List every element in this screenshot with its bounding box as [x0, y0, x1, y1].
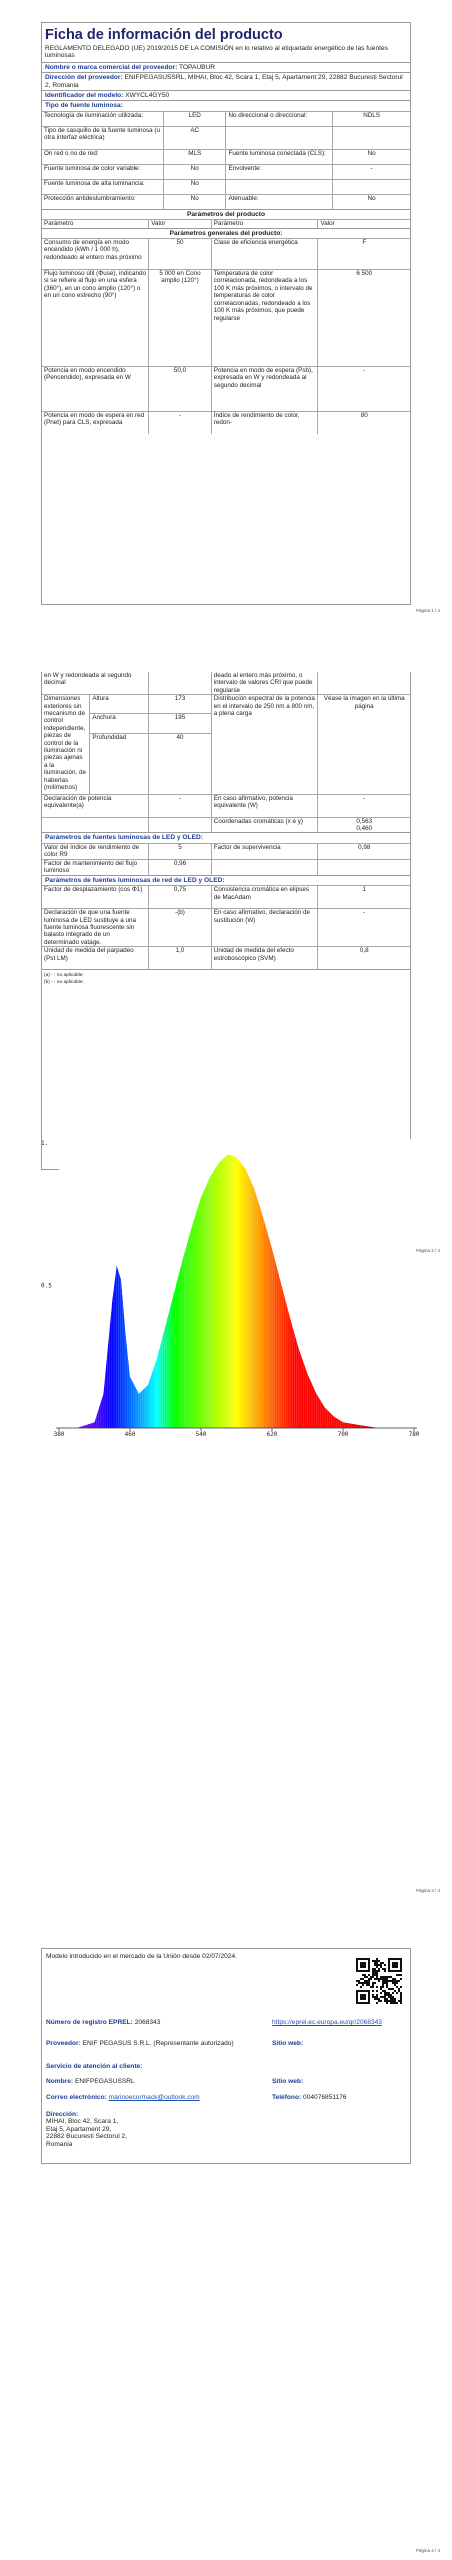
email-row — [46, 2094, 200, 2101]
model-value: XWYCL4GY50 — [125, 92, 170, 100]
provider-label: Proveedor: — [46, 2040, 81, 2047]
param-value — [318, 859, 410, 875]
qr-module — [374, 1982, 376, 1984]
eprel-qr-code[interactable] — [356, 1958, 402, 2004]
col-param-2: Parámetro — [211, 220, 318, 228]
param-value: - — [318, 367, 410, 412]
page-4 — [0, 1920, 452, 2560]
param-label: Factor de mantenimiento del flujo luminoso — [42, 859, 149, 875]
spectral-value: Véase la imagen en la última página — [318, 695, 410, 794]
param-label: Unidad de medida del efecto estroboscópico (SVM) — [211, 947, 318, 970]
x-tick-label: 620 — [266, 1431, 278, 1438]
dim-name: Profundidad — [90, 733, 149, 794]
param-label — [226, 126, 333, 149]
param-label: Envolvente: — [226, 164, 333, 179]
provider-value: ENIF PEGASUS S.R.L. (Representante autorizado) — [82, 2040, 234, 2047]
param-label: Flujo luminoso útil (Φuse), indicando si se refiere al flujo en una esfera (360°), en un cono amplio (120°) o en un cono estrecho (90°) — [42, 270, 149, 367]
coord-y: 0,460 — [356, 824, 373, 832]
mls-header: Parámetros de fuentes luminosas de red de LED y OLED: — [42, 875, 410, 885]
qr-module — [400, 2002, 402, 2004]
equiv-right-label: En caso afirmativo, potencia equivalente (W) — [211, 794, 318, 817]
provider-row — [46, 2040, 266, 2047]
dimensions-table — [42, 694, 410, 793]
qr-module — [396, 1992, 398, 1994]
qr-module — [392, 1962, 398, 1968]
param-label: Temperatura de color correlacionada, redondeada a los 100 K más próximos, o intervalo de temperaturas de color correlacionadas, redondeado a los 100 K más próximos, que puede regularse — [211, 270, 318, 367]
address-block — [46, 2111, 127, 2148]
params-header: Parámetros del producto — [42, 209, 410, 219]
col-value-1: Valor — [149, 220, 212, 228]
x-tick-label: 780 — [408, 1431, 420, 1438]
param-label: Valor del índice de rendimiento de color R9 — [42, 843, 149, 859]
market-intro: Modelo introducido en el mercado de la Unión desde 02/07/2024. — [46, 1953, 237, 1960]
param-label: Consumo de energía en modo encendido (kWh / 1 000 h), redondeado al entero más próximo — [42, 239, 149, 270]
param-value: LED — [163, 111, 226, 126]
x-tick-label: 460 — [124, 1431, 136, 1438]
param-label: Potencia en modo de espera (Psb), expresada en W y redondeada al segundo decimal — [211, 367, 318, 412]
table-row — [42, 164, 410, 179]
param-label: On red o no de red: — [42, 149, 163, 164]
qr-module — [372, 1986, 374, 1988]
dim-value: 40 — [149, 733, 212, 794]
type-header: Tipo de fuente luminosa: — [42, 100, 410, 110]
table-row — [42, 239, 410, 270]
param-value: - — [333, 164, 410, 179]
dim-name: Altura — [90, 695, 149, 714]
spectral-label: Distribución espectral de la potencia en el intervalo de 250 nm a 800 nm, a plena carga — [211, 695, 318, 794]
table-row — [42, 947, 410, 970]
qr-module — [386, 2002, 388, 2004]
param-value: NDLS — [333, 111, 410, 126]
address-label: Dirección: — [46, 2111, 79, 2118]
eprel-link[interactable]: https://eprel.ec.europa.eu/qr/2068343 — [272, 2019, 382, 2026]
param-value: 50,0 — [149, 367, 212, 412]
param-label: Fuente luminosa conectada (CLS): — [226, 149, 333, 164]
qr-module — [376, 2002, 378, 2004]
site-label: Sitio web: — [272, 2078, 304, 2085]
table-row — [42, 859, 410, 875]
param-value: No — [163, 164, 226, 179]
qr-module — [376, 1990, 378, 1992]
param-value: 5 000 en Cono amplio (120°) — [149, 270, 212, 367]
param-value: 50 — [149, 239, 212, 270]
qr-module — [400, 1978, 402, 1980]
qr-module — [378, 1970, 380, 1972]
param-label: Índice de rendimiento de color, redon- — [211, 412, 318, 435]
x-tick-label: 380 — [53, 1431, 65, 1438]
param-value: 1 — [318, 886, 410, 909]
table-row — [42, 843, 410, 859]
param-label: Factor de desplazamiento (cos Φ1) — [42, 886, 149, 909]
qr-module — [360, 1962, 366, 1968]
name-value: ENIFPEGASUSSRL — [74, 2078, 135, 2085]
param-label: Consistencia cromática en elipses de MacAdam — [211, 886, 318, 909]
address-line: 22882 Bucuresti Sectorul 2, — [46, 2133, 128, 2141]
param-label: Fuente luminosa de color variable: — [42, 164, 163, 179]
param-value: 0,96 — [149, 859, 212, 875]
col-param-1: Parámetro — [42, 220, 149, 228]
param-value: No — [163, 179, 226, 194]
eprel-label: Número de registro EPREL: — [46, 2019, 133, 2026]
param-value: No — [333, 194, 410, 209]
phone-value: 004076851176 — [303, 2094, 347, 2101]
address-line: MIHAI, Bloc 42, Scara 1, — [46, 2118, 119, 2126]
equivalent-power-table — [42, 794, 410, 833]
coords-value — [318, 817, 410, 832]
page-title: Ficha de información del producto — [45, 27, 283, 43]
param-label: Tecnología de iluminación utilizada: — [42, 111, 163, 126]
table-row — [42, 270, 410, 367]
page-1 — [0, 0, 452, 640]
param-value — [333, 179, 410, 194]
y-tick-label: 1. — [41, 1140, 49, 1147]
page-footer-3: Página 3 / 4 — [415, 1888, 440, 1893]
param-label — [226, 179, 333, 194]
brand-value: TOPAUBUR — [179, 63, 216, 71]
qr-module — [380, 2000, 382, 2002]
notes — [42, 969, 410, 988]
param-label: Unidad de medida del parpadeo (Pst LM) — [42, 947, 149, 970]
coord-x: 0,563 — [356, 817, 373, 825]
note-b: (b) - : no aplicable; — [44, 980, 84, 986]
param-label — [211, 859, 318, 875]
param-value: No — [163, 194, 226, 209]
name-label: Nombre: — [46, 2078, 74, 2085]
dim-value: 173 — [149, 695, 212, 714]
table-row — [42, 149, 410, 164]
phone-row — [272, 2094, 347, 2101]
param-value: 6 500 — [318, 270, 410, 367]
param-value: -(b) — [149, 909, 212, 947]
param-value: 0,75 — [149, 886, 212, 909]
equiv-label: Declaración de potencia equivalente(a) — [42, 794, 149, 817]
service-header: Servicio de atención al cliente: — [46, 2063, 143, 2070]
general-header: Parámetros generales del producto: — [42, 228, 410, 238]
param-value: - — [149, 412, 212, 435]
table-row — [42, 412, 410, 435]
address-line: Etaj 5, Apartament 29, — [46, 2125, 112, 2133]
product-sheet-frame-1 — [41, 22, 411, 605]
supplier-row — [42, 72, 410, 90]
table-row — [42, 126, 410, 149]
param-label: Potencia en modo de espera en red (Pnet) para CLS, expresada — [42, 412, 149, 435]
table-row — [42, 111, 410, 126]
light-source-type-table — [42, 111, 410, 209]
param-label: Fuente luminosa de alta luminancia: — [42, 179, 163, 194]
qr-module — [372, 1990, 374, 1992]
param-value: MLS — [163, 149, 226, 164]
qr-module — [384, 1964, 386, 1966]
model-row — [42, 90, 410, 100]
param-label: Tipo de casquillo de la fuente luminosa (u otra interfaz eléctrica) — [42, 126, 163, 149]
email-label: Correo electrónico: — [46, 2094, 107, 2101]
x-tick-label: 700 — [337, 1431, 349, 1438]
params-column-header — [42, 219, 410, 227]
qr-module — [396, 2002, 398, 2004]
qr-module — [400, 1974, 402, 1976]
param-value: 1,0 — [149, 947, 212, 970]
supplier-label: Dirección del proveedor: — [45, 74, 123, 82]
param-value: 80 — [318, 412, 410, 435]
product-sheet-frame-2 — [41, 672, 411, 1170]
general-params-table — [42, 238, 410, 434]
param-label: Declaración de que una fuente luminosa de LED sustituye a una fuente luminosa fluorescente sin balasto integrado de un determinado vatage. — [42, 909, 149, 947]
x-tick-label: 540 — [195, 1431, 207, 1438]
model-label: Identificador del modelo: — [45, 92, 124, 100]
param-value: 0,98 — [318, 843, 410, 859]
qr-module — [398, 1980, 400, 1982]
table-row — [42, 909, 410, 947]
param-value: - — [318, 909, 410, 947]
param-label: En caso afirmativo, declaración de sustitución (W) — [211, 909, 318, 947]
param-label: No direccional o direccional: — [226, 111, 333, 126]
qr-module — [360, 1994, 366, 2000]
note-a: (a) - : no aplicable; — [44, 973, 84, 979]
led-header: Parámetros de fuentes luminosas de LED y OLED: — [42, 832, 410, 842]
continued-row — [42, 672, 410, 694]
table-row — [42, 194, 410, 209]
led-params-table — [42, 843, 410, 875]
table-row — [42, 179, 410, 194]
eprel-row — [46, 2019, 160, 2026]
supplier-value: ENIFPEGASUSSRL, MIHAI, Bloc 42, Scara 1, Etaj 5, Apartament 29, 22882 Bucuresti Sectorul 2, Romania — [45, 74, 403, 89]
table-row — [42, 367, 410, 412]
page-footer-1: Página 1 / 4 — [415, 608, 440, 613]
page-footer-4: Página 4 / 4 — [415, 2548, 440, 2553]
dim-value: 195 — [149, 714, 212, 733]
brand-row — [42, 62, 410, 72]
coords-label: Coordenadas cromáticas (x e y) — [211, 817, 318, 832]
qr-module — [376, 1986, 378, 1988]
brand-label: Nombre o marca comercial del proveedor: — [45, 63, 178, 71]
continued-left: en W y redondeada al segundo decimal — [44, 672, 132, 687]
param-value: AC — [163, 126, 226, 149]
equiv-right-value: - — [318, 794, 410, 817]
y-tick-label: 0.5 — [41, 1282, 52, 1290]
address-line: Romania — [46, 2140, 73, 2148]
qr-module — [356, 1984, 358, 1986]
dim-name: Anchura — [90, 714, 149, 733]
equiv-value: - — [149, 794, 212, 817]
table-row — [42, 886, 410, 909]
qr-module — [396, 1982, 398, 1984]
param-label: Clase de eficiencia energética — [211, 239, 318, 270]
qr-module — [380, 1992, 382, 1994]
qr-module — [362, 1984, 364, 1986]
param-value: F — [318, 239, 410, 270]
param-label: Atenuable: — [226, 194, 333, 209]
param-value — [333, 126, 410, 149]
param-label: Protección antideslumbramiento: — [42, 194, 163, 209]
param-value: No — [333, 149, 410, 164]
website-label: Sitio web: — [272, 2040, 304, 2047]
qr-module — [382, 1986, 384, 1988]
page-footer-2: Página 2 / 4 — [415, 1248, 440, 1253]
param-label: Potencia en modo encendido (Pencendido), expresada en W — [42, 367, 149, 412]
qr-module — [392, 1992, 394, 1994]
qr-module — [360, 1986, 362, 1988]
param-value: 0,8 — [318, 947, 410, 970]
param-label: Factor de supervivencia — [211, 843, 318, 859]
phone-label: Teléfono: — [272, 2094, 302, 2101]
name-row — [46, 2078, 135, 2085]
dimensions-label: Dimensiones exteriores sin mecanismo de control independiente, piezas de control de la iluminación ni piezas ajenas a la iluminación, de haberlas (milímetros) — [42, 695, 90, 794]
eprel-value: 2068343 — [134, 2019, 161, 2026]
registration-frame — [41, 1948, 411, 2164]
qr-module — [370, 1978, 372, 1980]
col-value-2: Valor — [318, 220, 410, 228]
mls-params-table — [42, 885, 410, 969]
regulation-text: REGLAMENTO DELEGADO (UE) 2019/2015 DE LA COMISIÓN en lo relativo al etiquetado energético de las fuentes luminosas — [45, 45, 388, 60]
qr-module — [384, 1970, 386, 1972]
email-link[interactable]: marinoecormack@outlook.com — [108, 2094, 200, 2101]
param-value: 5 — [149, 843, 212, 859]
qr-module — [378, 1980, 380, 1982]
qr-module — [400, 1986, 402, 1988]
continued-right: deado al entero más próximo, o intervalo de valores CRI que puede regularse — [211, 672, 318, 694]
